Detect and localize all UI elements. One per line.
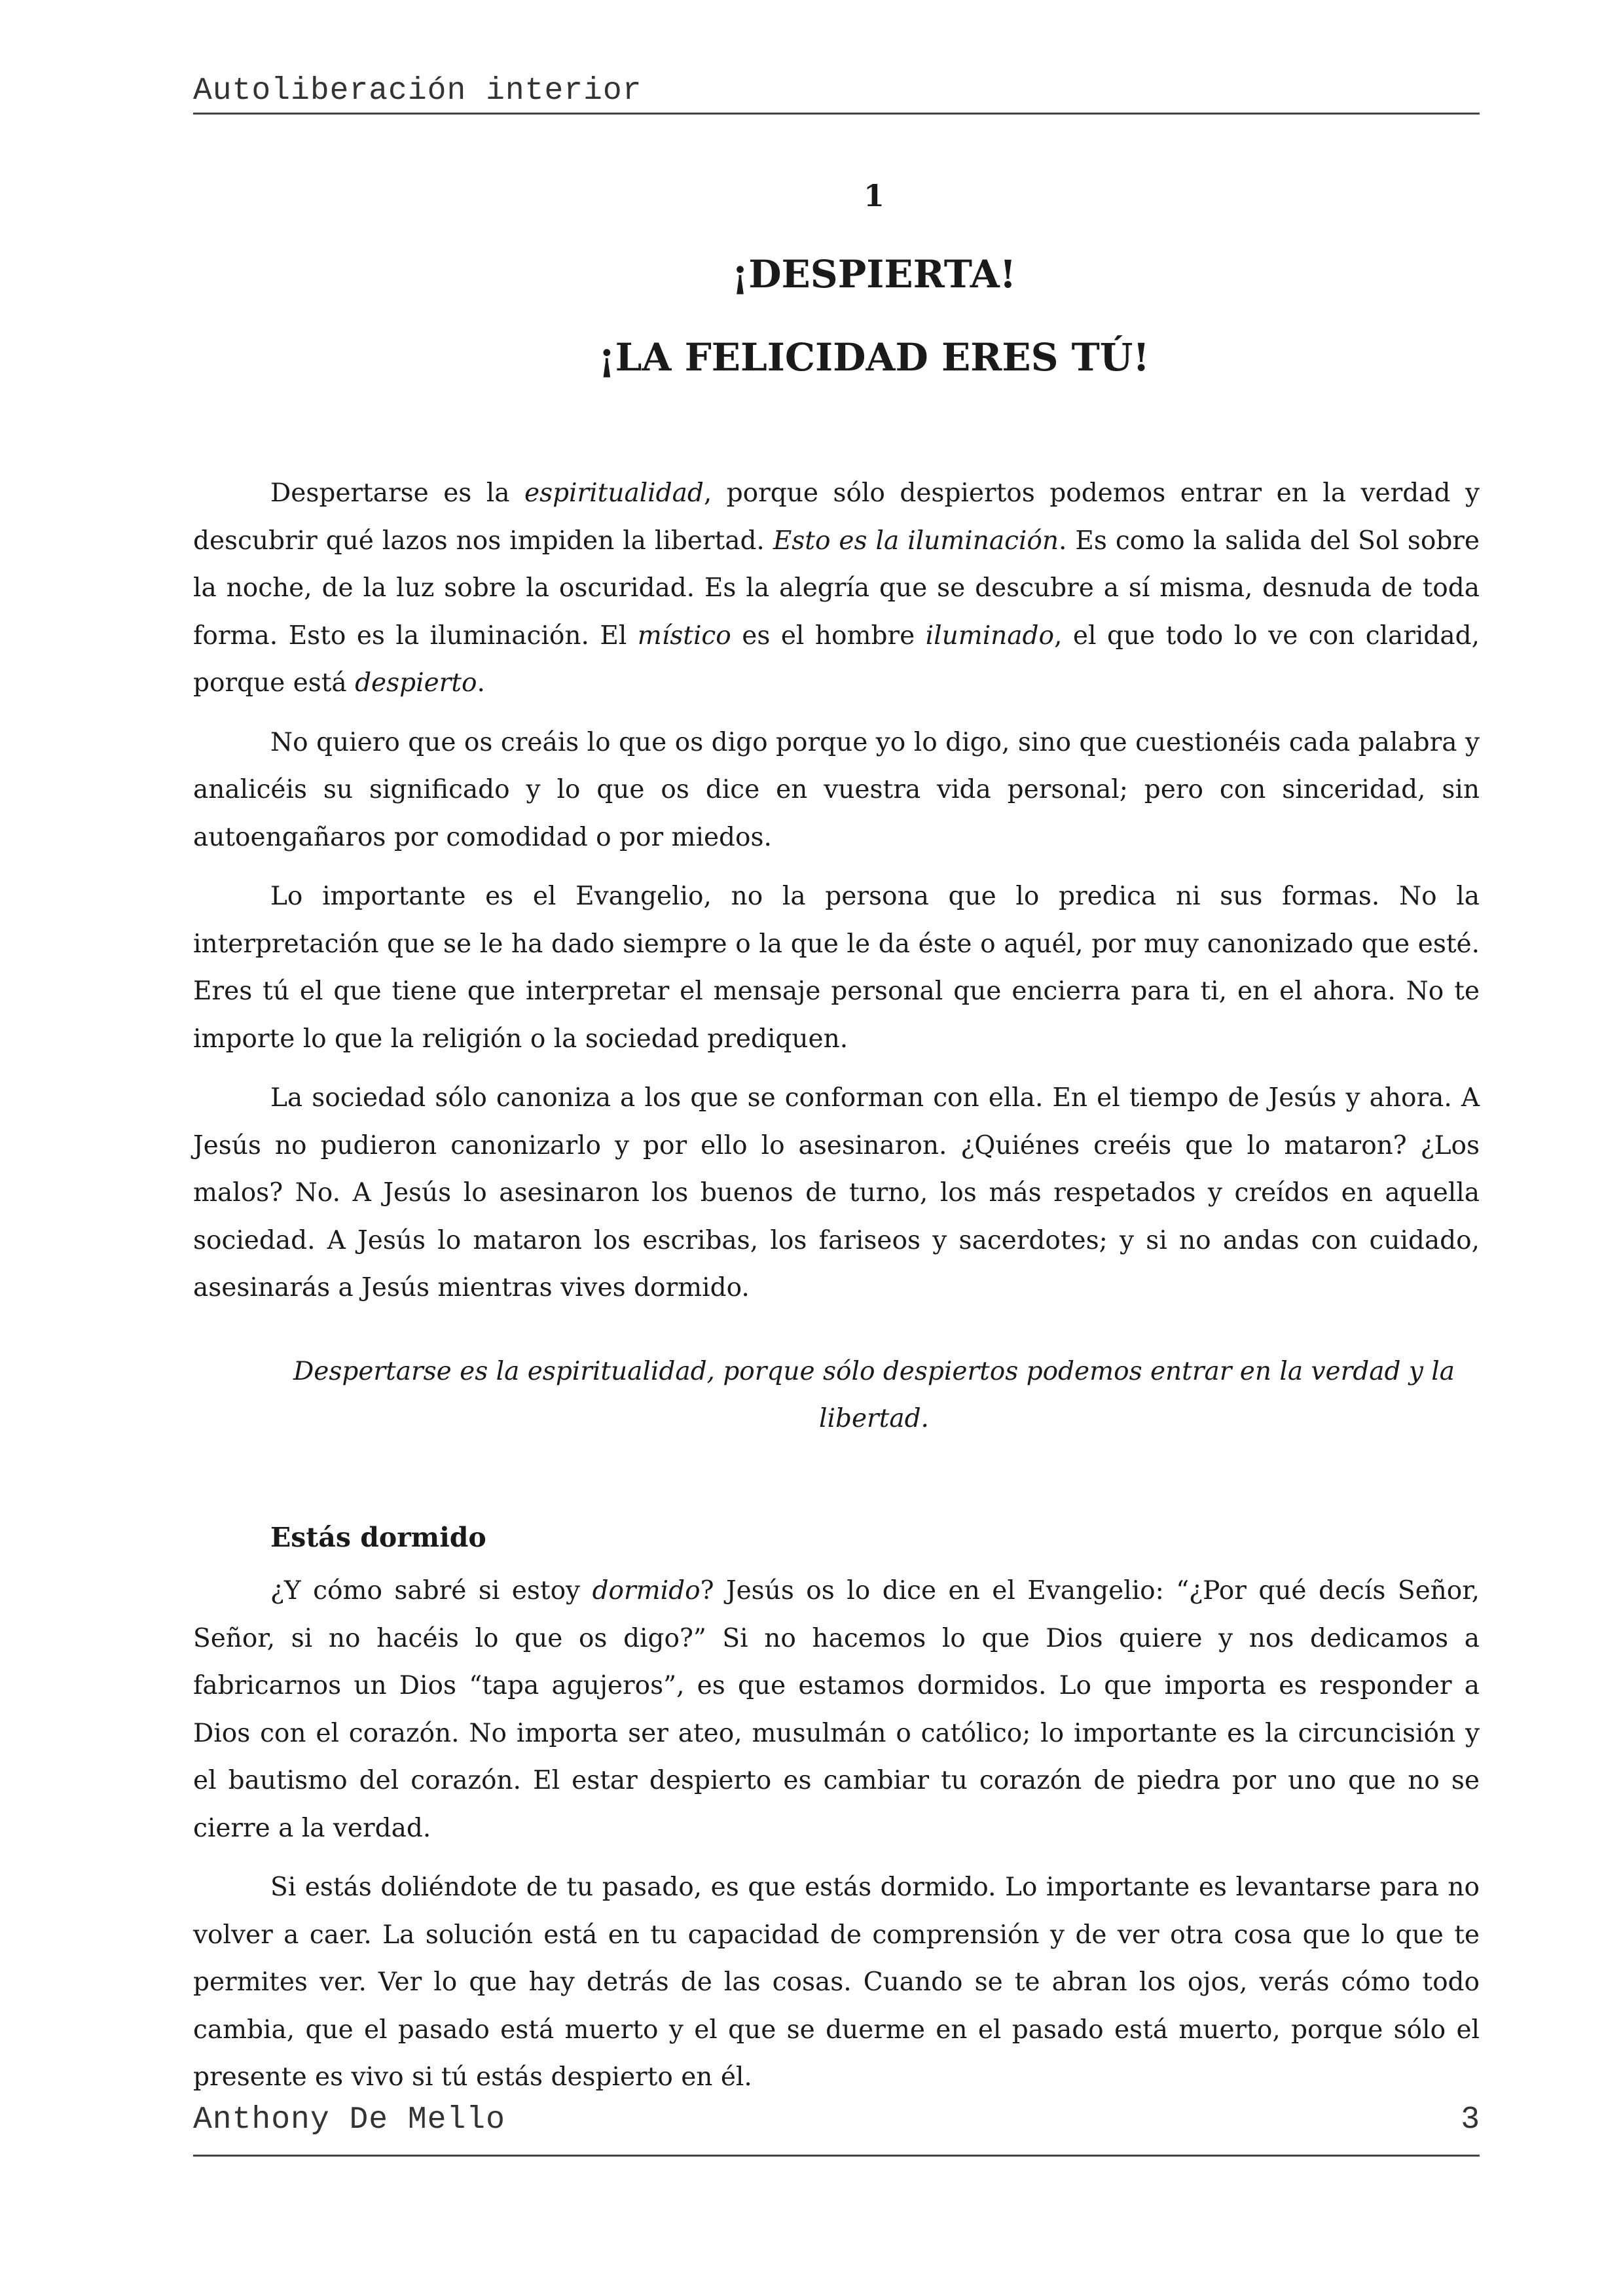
running-header: Autoliberación interior xyxy=(193,73,642,109)
header-rule xyxy=(193,113,1480,115)
footer-author: Anthony De Mello xyxy=(193,2102,505,2138)
chapter-title-line-1: ¡DESPIERTA! xyxy=(731,252,1017,296)
paragraph-3: Lo importante es el Evangelio, no la persona que lo predica ni sus formas. No la interpretación que se le ha dado siempre o la que le da éste o aquél, por muy canonizado que esté. Eres tú el que tiene que interpretar el mensaje personal que encierra para ti, en el ahora. No te importe lo que la religión o la sociedad prediquen. xyxy=(193,882,1480,1054)
paragraph-2: No quiero que os creáis lo que os digo porque yo lo digo, sino que cuestionéis cada palabra y analicéis su significado y lo que os dice en vuestra vida personal; pero con sinceridad, sin autoengañaros por comodidad o por miedos. xyxy=(193,727,1480,852)
paragraph-1: Despertarse es la espiritualidad, porque sólo despiertos podemos entrar en la verdad y descubrir qué lazos nos impiden la libertad. Esto es la iluminación. Es como la salida del Sol sobre la noche, de la luz sobre la oscuridad. Es la alegría que se descubre a sí misma, desnuda de toda forma. Esto es la iluminación. El místico es el hombre iluminado, el que todo lo ve con claridad, porque está despierto. xyxy=(193,478,1480,698)
section-paragraph-1: ¿Y cómo sabré si estoy dormido? Jesús os lo dice en el Evangelio: “¿Por qué decís Señor, Señor, si no hacéis lo que os digo?” Si no hacemos lo que Dios quiere y nos dedicamos a fabricarnos un Dios “tapa agujeros”, es que estamos dormidos. Lo que importa es responder a Dios con el corazón. No importa ser ateo, musulmán o católico; lo importante es la circuncisión y el bautismo del corazón. El estar despierto es cambiar tu corazón de piedra por uno que no se cierre a la verdad. xyxy=(193,1576,1480,1843)
body-text-section xyxy=(193,1568,1480,2113)
footer-rule xyxy=(193,2155,1480,2157)
page-number: 3 xyxy=(1461,2102,1480,2138)
chapter-number: 1 xyxy=(863,178,884,213)
section-heading: Estás dormido xyxy=(270,1522,486,1553)
body-text-intro xyxy=(193,470,1480,1324)
section-paragraph-2: Si estás doliéndote de tu pasado, es que estás dormido. Lo importante es levantarse para no volver a caer. La solución está en tu capacidad de comprensión y de ver otra cosa que lo que te permites ver. Ver lo que hay detrás de las cosas. Cuando se te abran los ojos, verás cómo todo cambia, que el pasado está muerto y el que se duerme en el pasado está muerto, porque sólo el presente es vivo si tú estás despierto en él. xyxy=(193,1873,1480,2092)
paragraph-4: La sociedad sólo canoniza a los que se conforman con ella. En el tiempo de Jesús y ahora. A Jesús no pudieron canonizarlo y por ello lo asesinaron. ¿Quiénes creéis que lo mataron? ¿Los malos? No. A Jesús lo asesinaron los buenos de turno, los más respetados y creídos en aquella sociedad. A Jesús lo mataron los escribas, los fariseos y sacerdotes; y si no andas con cuidado, asesinarás a Jesús mientras vives dormido. xyxy=(193,1083,1480,1302)
chapter-title-line-2: ¡LA FELICIDAD ERES TÚ! xyxy=(598,335,1150,380)
pull-quote: Despertarse es la espiritualidad, porque sólo despiertos podemos entrar en la verdad y la libertad. xyxy=(293,1357,1455,1433)
